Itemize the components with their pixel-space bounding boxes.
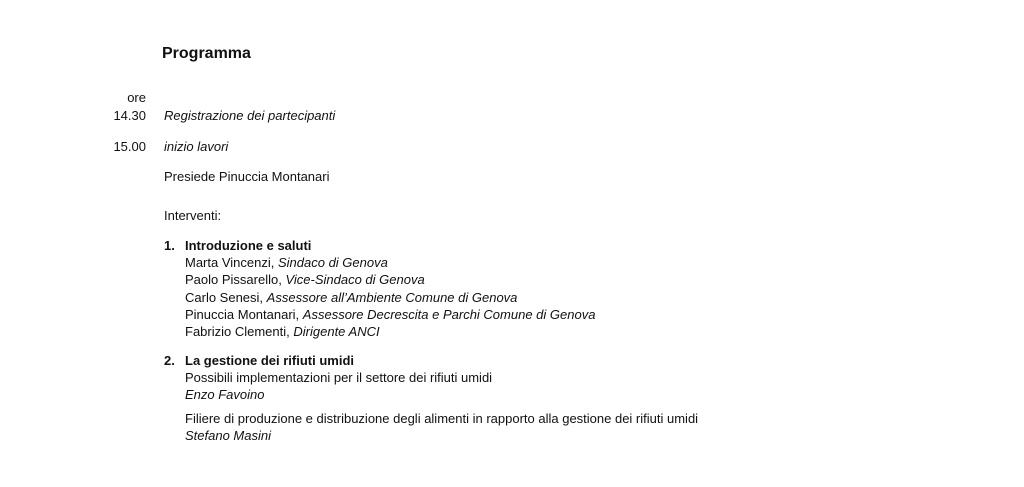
speaker-role: Assessore all’Ambiente Comune di Genova [266,290,518,305]
talk-speaker: Enzo Favoino [185,387,265,402]
section1-number: 1. [164,238,175,253]
speaker-name: Carlo Senesi, [185,290,264,305]
speaker-role: Dirigente ANCI [293,324,380,339]
speaker-name: Marta Vincenzi, [185,255,275,270]
speaker-row [185,323,380,340]
ore-label: ore [127,90,146,105]
speaker-row [185,306,595,323]
speaker-name: Paolo Pissarello, [185,272,282,287]
speaker-row [185,271,425,288]
slot2-time: 15.00 [113,139,146,154]
speaker-name: Fabrizio Clementi, [185,324,290,339]
slot1-time: 14.30 [113,108,146,123]
chair-text: Presiede Pinuccia Montanari [164,169,330,184]
slot1-text: Registrazione dei partecipanti [164,108,336,123]
talk-topic: Possibili implementazioni per il settore dei rifiuti umidi [185,370,493,385]
slot2-text: inizio lavori [164,139,229,154]
speaker-role: Sindaco di Genova [277,255,388,270]
speaker-row [185,289,517,306]
speaker-role: Assessore Decrescita e Parchi Comune di Genova [302,307,596,322]
interventi-label: Interventi: [164,208,222,223]
speaker-name: Pinuccia Montanari, [185,307,300,322]
section1-title: Introduzione e saluti [185,238,312,253]
talk-topic: Filiere di produzione e distribuzione degli alimenti in rapporto alla gestione dei rifiuti umidi [185,411,699,426]
speaker-role: Vice-Sindaco di Genova [285,272,425,287]
talk-speaker: Stefano Masini [185,428,271,443]
speaker-row [185,254,388,271]
page-title: Programma [162,45,251,62]
section2-number: 2. [164,353,175,368]
section2-title: La gestione dei rifiuti umidi [185,353,355,368]
